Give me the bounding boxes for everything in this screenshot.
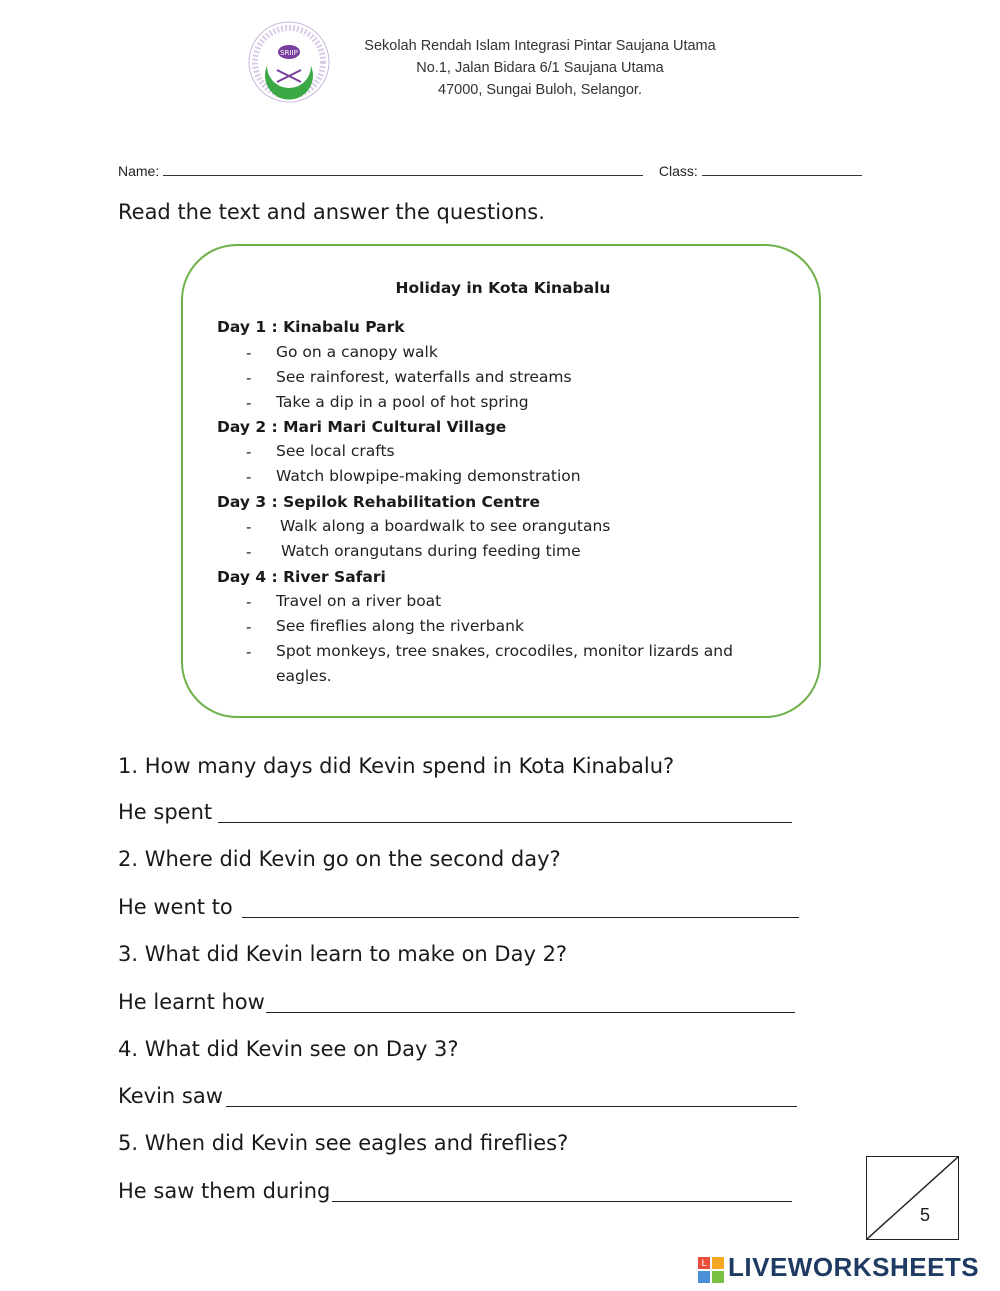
bullet: -	[246, 618, 252, 636]
school-name: Sekolah Rendah Islam Integrasi Pintar Saujana Utama	[364, 38, 716, 54]
bullet: -	[246, 468, 252, 486]
day-heading: Day 3 : Sepilok Rehabilitation Centre	[217, 493, 541, 511]
passage-title: Holiday in Kota Kinabalu	[395, 279, 611, 297]
bullet: -	[246, 643, 252, 661]
day-heading: Day 1 : Kinabalu Park	[217, 318, 405, 336]
icon-letter: L	[701, 1259, 707, 1269]
list-item-continuation: eagles.	[276, 667, 332, 685]
answer-prefix-5: He saw them during	[118, 1179, 331, 1203]
answer-line-4[interactable]	[226, 1106, 797, 1107]
question-4: 4. What did Kevin see on Day 3?	[118, 1037, 459, 1061]
list-item: Take a dip in a pool of hot spring	[276, 393, 529, 411]
school-logo	[247, 20, 331, 104]
name-field[interactable]	[163, 161, 643, 176]
answer-prefix-2: He went to	[118, 895, 233, 919]
school-header	[320, 35, 760, 101]
question-2: 2. Where did Kevin go on the second day?	[118, 847, 561, 871]
bullet: -	[246, 394, 252, 412]
list-item: See fireflies along the riverbank	[276, 617, 524, 635]
list-item: Go on a canopy walk	[276, 343, 438, 361]
question-3: 3. What did Kevin learn to make on Day 2?	[118, 942, 568, 966]
logo-text: SRIIP	[280, 49, 298, 57]
question-5: 5. When did Kevin see eagles and fireflies?	[118, 1131, 569, 1155]
instruction: Read the text and answer the questions.	[118, 200, 545, 224]
class-field[interactable]	[702, 161, 862, 176]
bullet: -	[246, 543, 252, 561]
liveworksheets-icon	[697, 1255, 727, 1285]
bullet: -	[246, 443, 252, 461]
score-box	[866, 1156, 959, 1240]
liveworksheets-brand: LIVEWORKSHEETS	[728, 1252, 980, 1282]
bullet: -	[246, 518, 252, 536]
bullet: -	[246, 369, 252, 387]
class-label: Class:	[658, 163, 698, 179]
list-item: Travel on a river boat	[276, 592, 442, 610]
answer-line-3[interactable]	[266, 1012, 795, 1013]
score-total: 5	[920, 1205, 931, 1225]
answer-prefix-4: Kevin saw	[118, 1084, 223, 1108]
answer-line-5[interactable]	[332, 1201, 792, 1202]
question-1: 1. How many days did Kevin spend in Kota Kinabalu?	[118, 754, 675, 778]
day-heading: Day 4 : River Safari	[217, 568, 386, 586]
name-label: Name:	[118, 163, 160, 179]
school-address-line2: 47000, Sungai Buloh, Selangor.	[438, 82, 642, 98]
answer-prefix-1: He spent	[118, 800, 213, 824]
name-class-line	[118, 161, 878, 179]
day-heading: Day 2 : Mari Mari Cultural Village	[217, 418, 507, 436]
answer-prefix-3: He learnt how	[118, 990, 265, 1014]
answer-line-1[interactable]	[218, 822, 792, 823]
list-item: Walk along a boardwalk to see orangutans	[280, 517, 611, 535]
answer-line-2[interactable]	[242, 917, 799, 918]
list-item: See rainforest, waterfalls and streams	[276, 368, 572, 386]
list-item: Watch blowpipe-making demonstration	[276, 467, 581, 485]
bullet: -	[246, 344, 252, 362]
list-item: See local crafts	[276, 442, 395, 460]
list-item: Watch orangutans during feeding time	[281, 542, 581, 560]
bullet: -	[246, 593, 252, 611]
list-item: Spot monkeys, tree snakes, crocodiles, monitor lizards and	[276, 642, 733, 660]
school-address-line1: No.1, Jalan Bidara 6/1 Saujana Utama	[416, 60, 664, 76]
